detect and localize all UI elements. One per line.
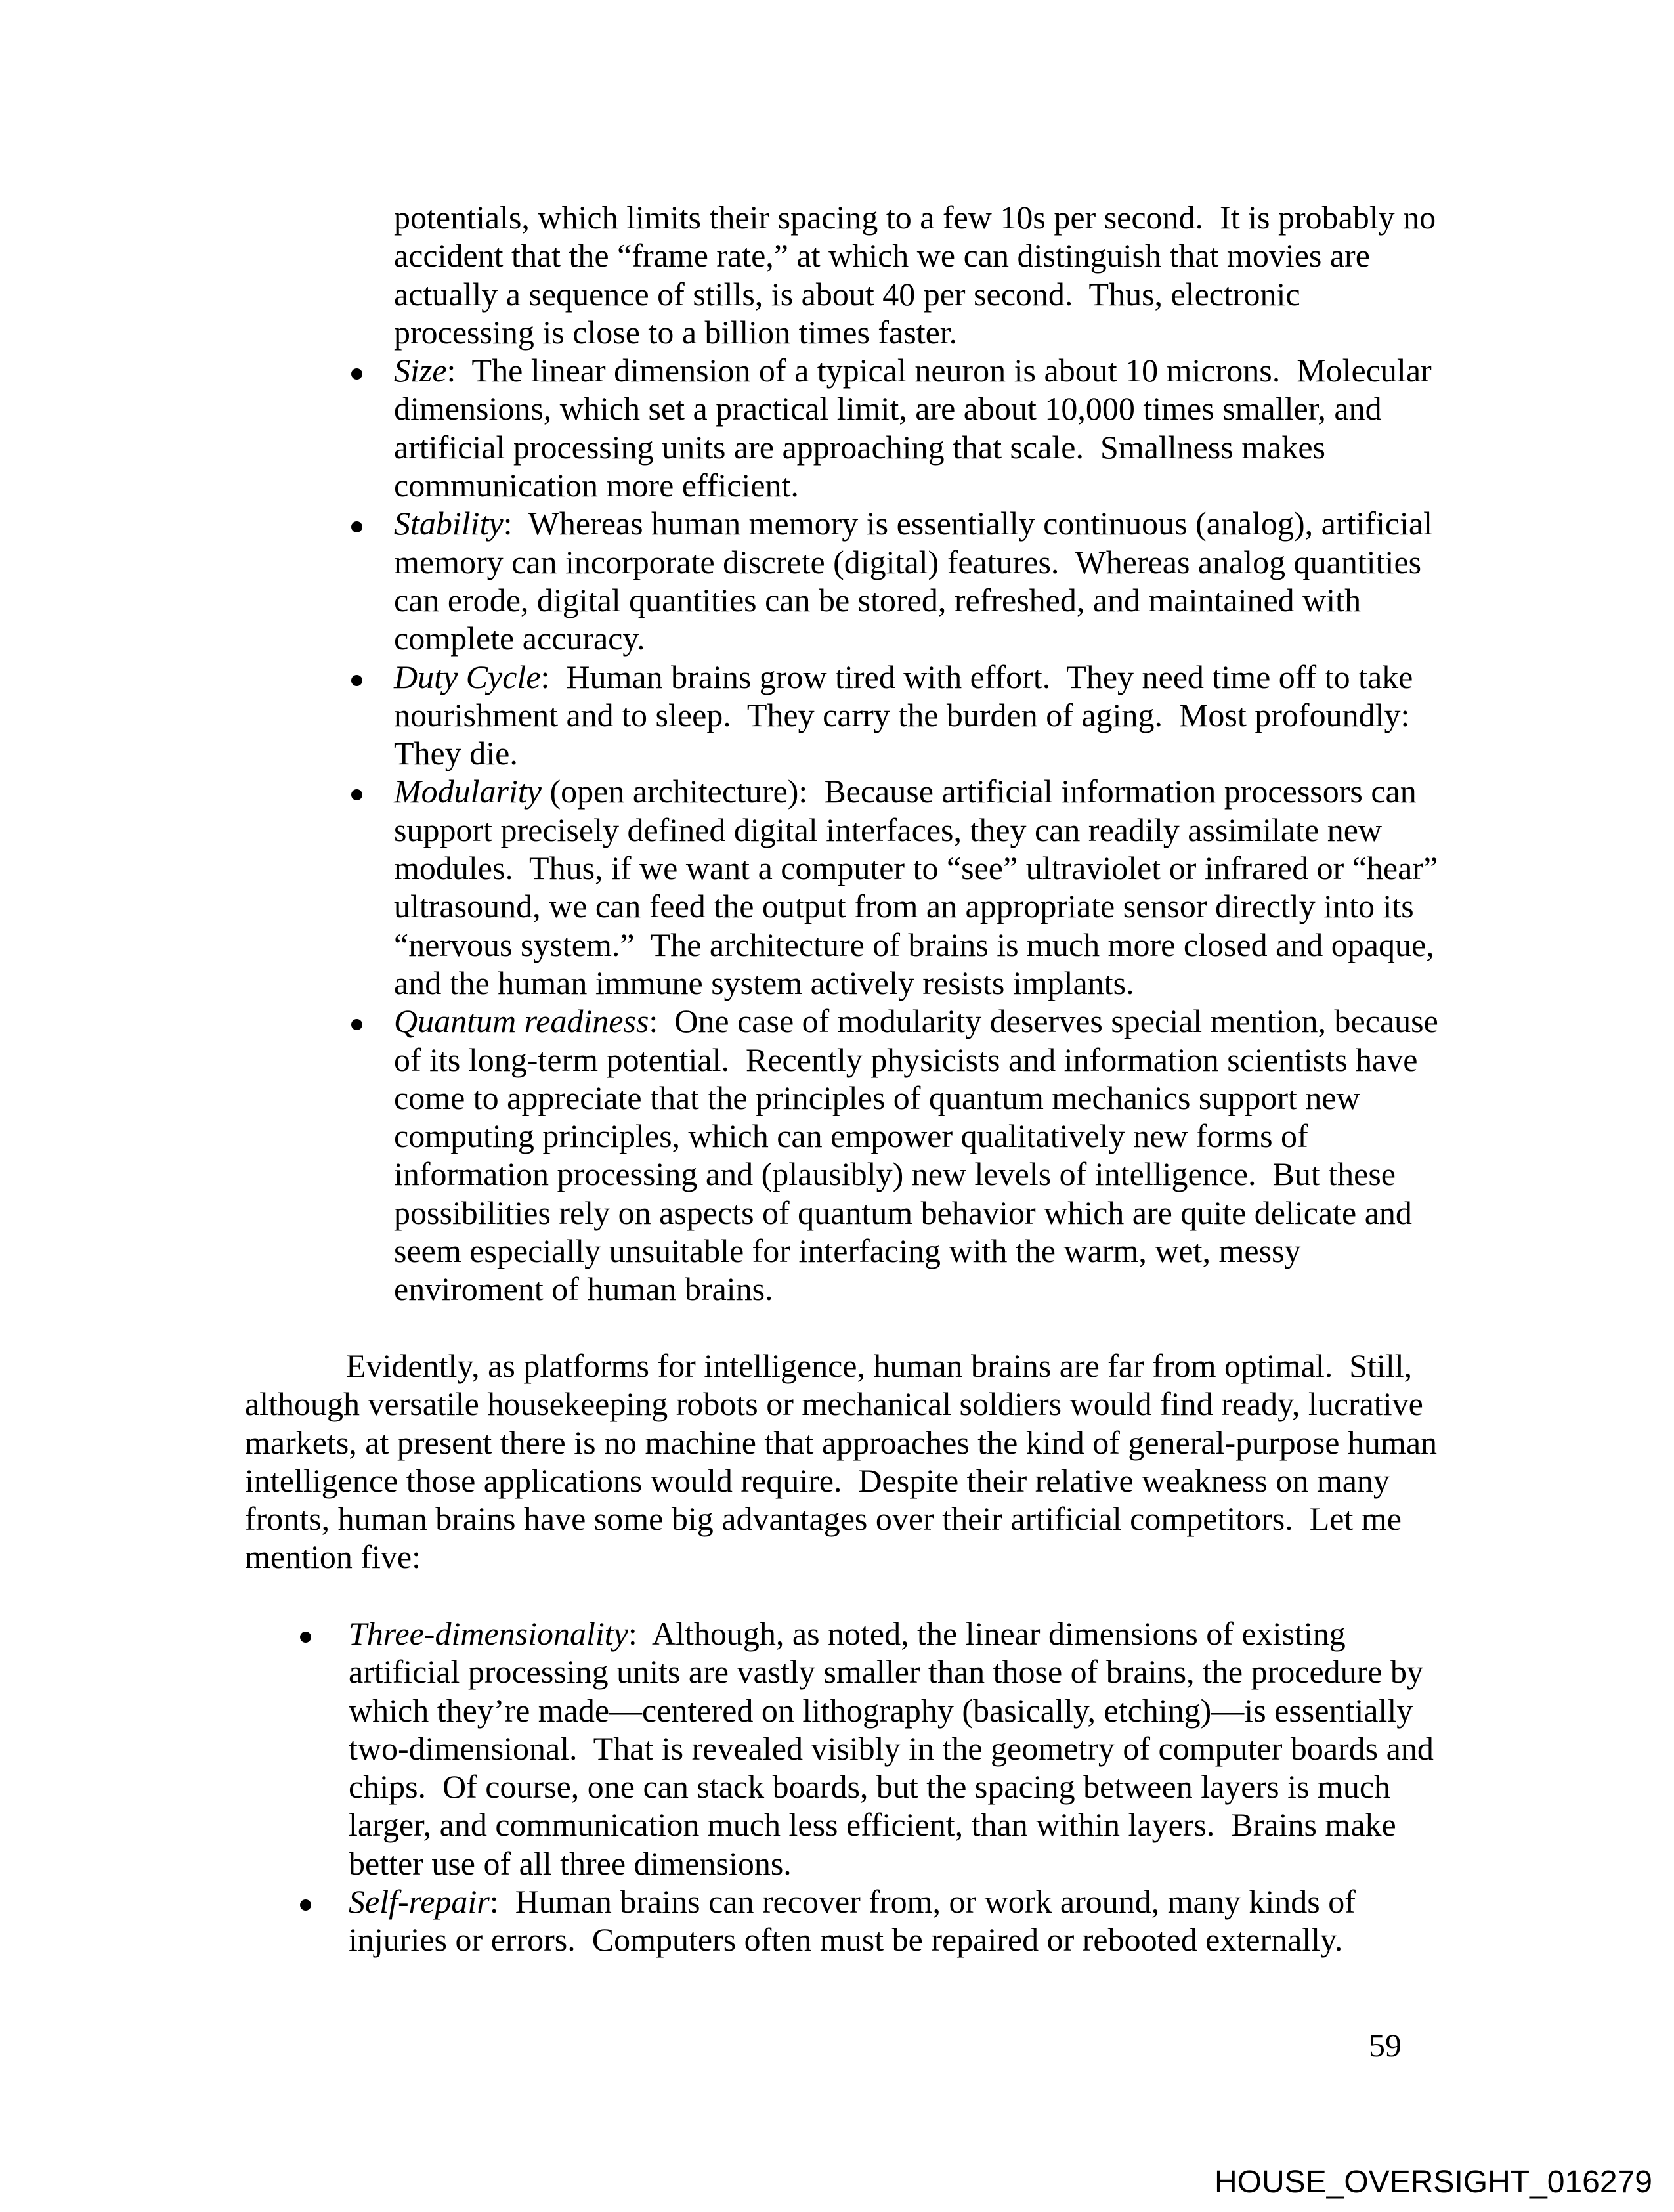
page-number: 59	[1369, 2027, 1402, 2064]
list-item-lead: Self-repair	[349, 1883, 490, 1920]
disc-bullet-icon	[300, 1899, 311, 1911]
disc-bullet-icon	[351, 368, 362, 380]
list-item-body: Whereas human memory is essentially continuous (analog), artificial memory can incorporate discrete (digital) features. Whereas analog quantities can erode, digital quantities can be stored, refreshed, and maintained with complete accuracy.	[394, 505, 1432, 657]
list-item-lead: Duty Cycle	[394, 658, 541, 695]
disc-bullet-icon	[351, 521, 362, 532]
disc-bullet-icon	[351, 1019, 362, 1030]
paragraph-continuation: potentials, which limits their spacing to a few 10s per second. It is probably no accident that the “frame rate,” at which we can distinguish that movies are actually a sequence of stills, is about 40 per second. Thus, electronic processing is close to a billion times faster.	[394, 199, 1436, 351]
list-item-self-repair	[245, 1882, 1440, 1959]
disc-bullet-icon	[300, 1632, 311, 1643]
disc-bullet-icon	[351, 675, 362, 686]
list-item-lead-rest: :	[540, 658, 567, 695]
list-item-lead: Size	[394, 352, 447, 389]
list-item-text	[349, 1883, 1356, 1958]
list-item-text	[394, 773, 1438, 1001]
list-item-body: Although, as noted, the linear dimensions of existing artificial processing units are vastly smaller than those of brains, the procedure by which they’re made—centered on lithography (basically, etching)—is essentially two-dimensional. That is revealed visibly in the geometry of computer boards and chips. Of course, one can stack boards, but the spacing between layers is much larger, and communication much less efficient, than within layers. Brains make better use of all three dimensions.	[349, 1615, 1434, 1882]
list-item-text	[349, 1615, 1434, 1882]
list-item-body: One case of modularity deserves special mention, because of its long-term potential. Recently physicists and information scientists have come to appreciate that the principles of quantum mechanics support new computing principles, which can empower qualitatively new forms of information processing and (plausibly) new levels of intelligence. But these possibilities rely on aspects of quantum behavior which are quite delicate and seem especially unsuitable for interfacing with the warm, wet, messy enviroment of human brains.	[394, 1003, 1438, 1308]
list-item-body: Because artificial information processors can support precisely defined digital interfaces, they can readily assimilate new modules. Thus, if we want a computer to “see” ultraviolet or infrared or “hear” ultrasound, we can feed the output from an appropriate sensor directly into its “nervous system.” The architecture of brains is much more closed and opaque, and the human immune system actively resists implants.	[394, 773, 1438, 1001]
list-item-stability	[245, 504, 1440, 657]
list-item-modularity	[245, 772, 1440, 1002]
list-item-body: Human brains grow tired with effort. They need time off to take nourishment and to sleep. They carry the burden of aging. Most profoundly: They die.	[394, 658, 1413, 772]
list-item-lead-rest: :	[649, 1003, 675, 1040]
list-item-duty-cycle	[245, 658, 1440, 773]
list-item-lead: Modularity	[394, 773, 542, 810]
list-item-lead-rest: :	[503, 505, 528, 542]
list-item-three-dimensionality	[245, 1615, 1440, 1882]
bates-stamp: HOUSE_OVERSIGHT_016279	[1214, 2165, 1652, 2200]
list-item-lead: Stability	[394, 505, 504, 542]
list-item-lead: Quantum readiness	[394, 1003, 649, 1040]
list-item-lead-rest: :	[628, 1615, 652, 1652]
list-item-text	[394, 505, 1432, 657]
list-item-text	[394, 659, 1413, 772]
bullet-list-secondary	[245, 1615, 1440, 1959]
list-item-quantum-readiness	[245, 1002, 1440, 1308]
list-item-lead-rest: :	[489, 1883, 515, 1920]
document-body	[245, 198, 1440, 1959]
disc-bullet-icon	[351, 789, 362, 800]
list-item-lead-rest: :	[446, 352, 472, 389]
list-item-body: Human brains can recover from, or work around, many kinds of injuries or errors. Computers often must be repaired or rebooted externally.	[349, 1883, 1356, 1959]
list-item-size	[245, 351, 1440, 504]
list-item-lead: Three-dimensionality	[349, 1615, 628, 1652]
list-item-text	[394, 352, 1432, 504]
list-item-body: The linear dimension of a typical neuron is about 10 microns. Molecular dimensions, which set a practical limit, are about 10,000 times smaller, and artificial processing units are approaching that scale. Smallness makes communication more efficient.	[394, 352, 1432, 504]
body-paragraph: Evidently, as platforms for intelligence, human brains are far from optimal. Still, although versatile housekeeping robots or mechanical soldiers would find ready, lucrative markets, at present there is no machine that approaches the kind of general-purpose human intelligence those applications would require. Despite their relative weakness on many fronts, human brains have some big advantages over their artificial competitors. Let me mention five:	[245, 1347, 1438, 1576]
list-item-lead-rest: (open architecture):	[541, 773, 825, 810]
bullet-list-primary	[245, 351, 1440, 1308]
list-item-text	[394, 1003, 1438, 1307]
